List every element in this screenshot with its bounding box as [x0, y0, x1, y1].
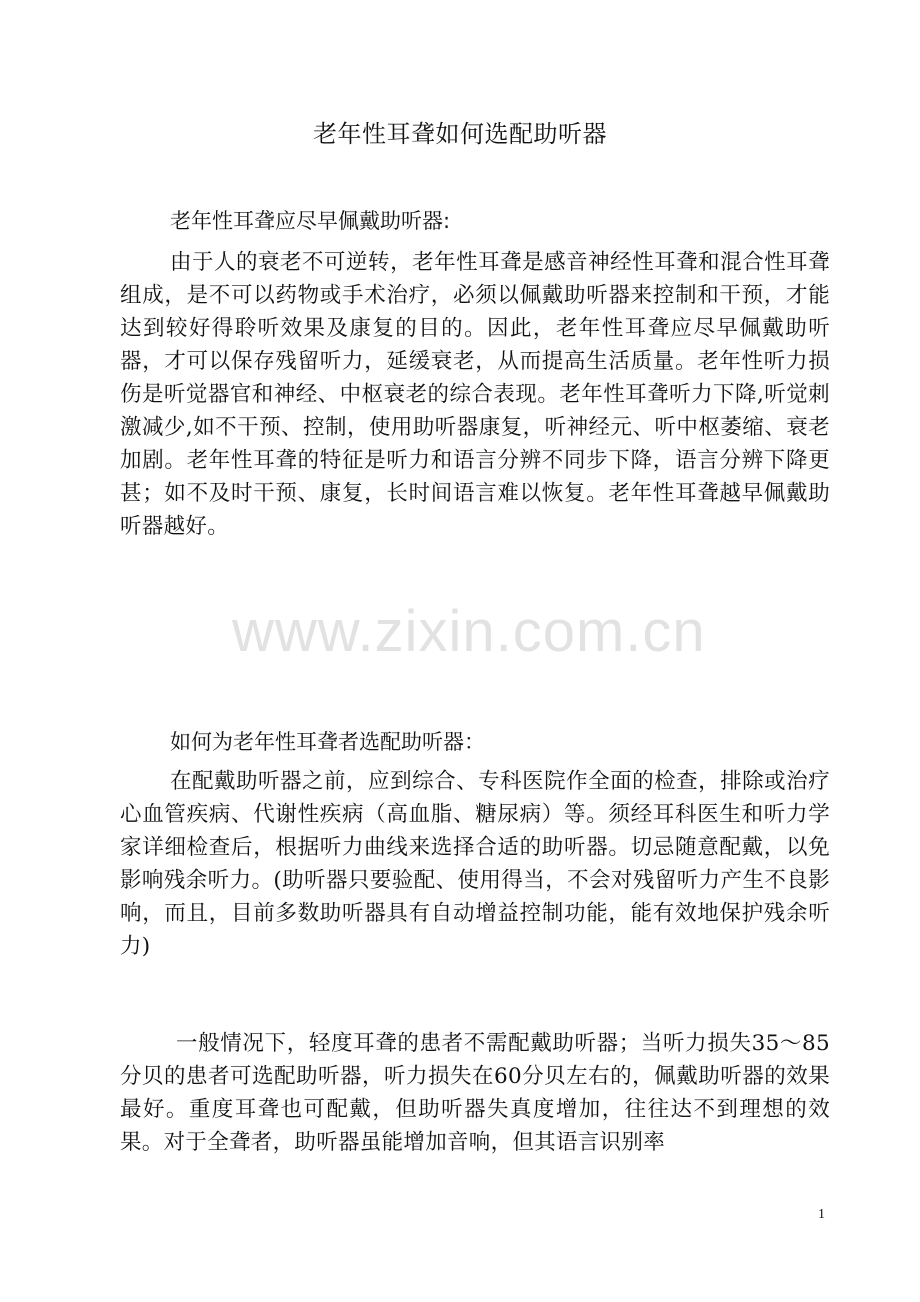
section1-heading: 老年性耳聋应尽早佩戴助听器:	[170, 209, 451, 233]
document-title: 老年性耳聋如何选配助听器	[313, 120, 607, 148]
section2-heading: 如何为老年性耳聋者选配助听器：	[170, 730, 485, 754]
section2-paragraph-1: 在配戴助听器之前，应到综合、专科医院作全面的检查，排除或治疗心血管疾病、代谢性疾病（高血脂、糖尿病）等。须经耳科医生和听力学家详细检查后，根据听力曲线来选择合适的助听器。切忌随意配戴，以免影响残余听力。(助听器只要验配、使用得当，不会对残留听力产生不良影响，而且，目前多数助听器具有自动增益控制功能，能有效地保护残余听力)	[120, 769, 830, 959]
section1-paragraph: 由于人的衰老不可逆转，老年性耳聋是感音神经性耳聋和混合性耳聋组成，是不可以药物或手术治疗，必须以佩戴助听器来控制和干预，才能达到较好得聆听效果及康复的目的。因此，老年性耳聋应尽早佩戴助听器，才可以保存残留听力，延缓衰老，从而提高生活质量。老年性听力损伤是听觉器官和神经、中枢衰老的综合表现。老年性耳聋听力下降,听觉刺激减少,如不干预、控制，使用助听器康复，听神经元、听中枢萎缩、衰老加剧。老年性耳聋的特征是听力和语言分辨不同步下降，语言分辨下降更甚；如不及时干预、康复，长时间语言难以恢复。老年性耳聋越早佩戴助听器越好。	[120, 250, 830, 539]
page-number: 1	[818, 1207, 825, 1222]
section2-paragraph-2: 一般情况下，轻度耳聋的患者不需配戴助听器；当听力损失35～85分贝的患者可选配助听器，听力损失在60分贝左右的，佩戴助听器的效果最好。重度耳聋也可配戴，但助听器失真度增加，往往达不到理想的效果。对于全聋者，助听器虽能增加音响，但其语言识别率	[120, 1031, 830, 1155]
watermark: www.zixin.com.cn	[232, 599, 706, 664]
